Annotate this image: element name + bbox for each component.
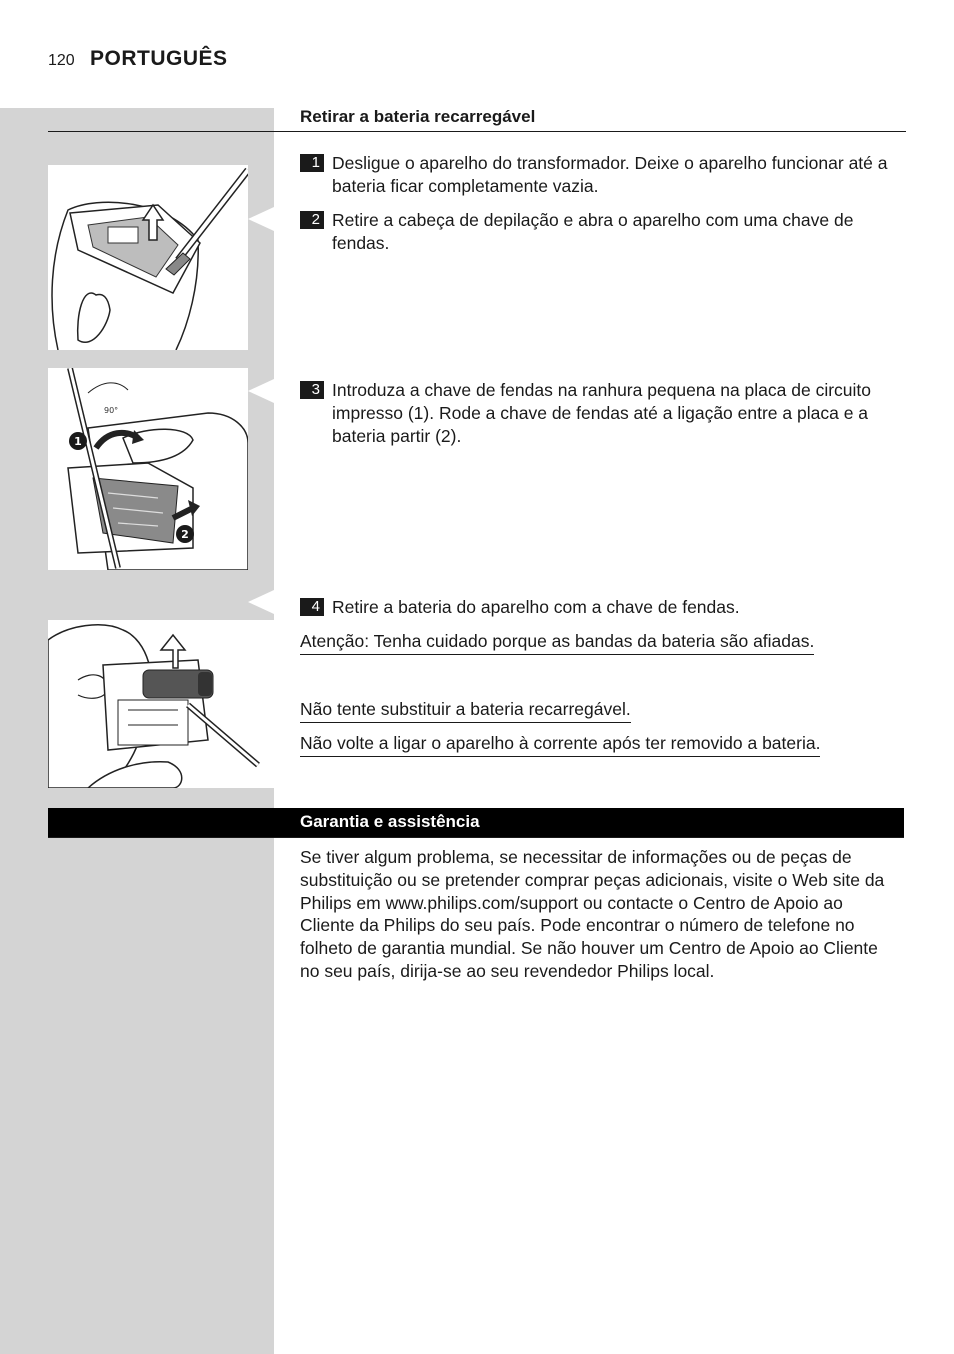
step-number-badge: 3 xyxy=(300,381,324,399)
figure-pointer xyxy=(248,590,274,614)
page-language-heading: PORTUGUÊS xyxy=(90,47,228,70)
step-text: Retire a bateria do aparelho com a chave de fendas. xyxy=(332,597,740,617)
step-text: Retire a cabeça de depilação e abra o aparelho com uma chave de fendas. xyxy=(332,210,854,253)
figure-break-connection xyxy=(48,368,248,570)
section-rule xyxy=(48,837,904,838)
section-title-remove-battery: Retirar a bateria recarregável xyxy=(300,107,536,126)
page-number: 120 xyxy=(48,52,75,69)
step-text: Introduza a chave de fendas na ranhura pequena na placa de circuito impresso (1). Rode a chave de fendas até a ligação entre a placa e a bateria partir (2). xyxy=(332,380,871,446)
callout-1: 1 xyxy=(74,435,82,448)
angle-label: 90° xyxy=(104,406,119,415)
step-3 xyxy=(300,379,900,448)
step-number-badge: 2 xyxy=(300,211,324,229)
step-4 xyxy=(300,596,900,619)
step-number-badge: 1 xyxy=(300,154,324,172)
step-2 xyxy=(300,209,900,255)
figure-pointer xyxy=(248,207,274,231)
figure-pointer xyxy=(248,379,274,403)
figure-remove-battery xyxy=(48,620,274,788)
note-do-not-reconnect: Não volte a ligar o aparelho à corrente após ter removido a bateria. xyxy=(300,732,820,757)
section-rule xyxy=(48,131,906,132)
warning-note-sharp-bands: Atenção: Tenha cuidado porque as bandas da bateria são afiadas. xyxy=(300,630,814,655)
step-number-badge: 4 xyxy=(300,598,324,616)
step-1 xyxy=(300,152,900,198)
callout-2: 2 xyxy=(181,528,189,541)
figure-open-appliance xyxy=(48,165,248,350)
section-title-warranty: Garantia e assistência xyxy=(300,812,480,831)
step-text: Desligue o aparelho do transformador. Deixe o aparelho funcionar até a bateria ficar completamente vazia. xyxy=(332,153,888,196)
note-do-not-replace-battery: Não tente substituir a bateria recarregável. xyxy=(300,698,631,723)
warranty-body-text: Se tiver algum problema, se necessitar de informações ou de peças de substituição ou se pretender comprar peças adicionais, visite o Web site da Philips em www.philips.com/support ou contacte o Centro de Apoio ao Cliente da Philips do seu país. Pode encontrar o número de telefone no folheto de garantia mundial. Se não houver um Centro de Apoio ao Cliente no seu país, dirija-se ao seu revendedor Philips local. xyxy=(300,847,885,981)
